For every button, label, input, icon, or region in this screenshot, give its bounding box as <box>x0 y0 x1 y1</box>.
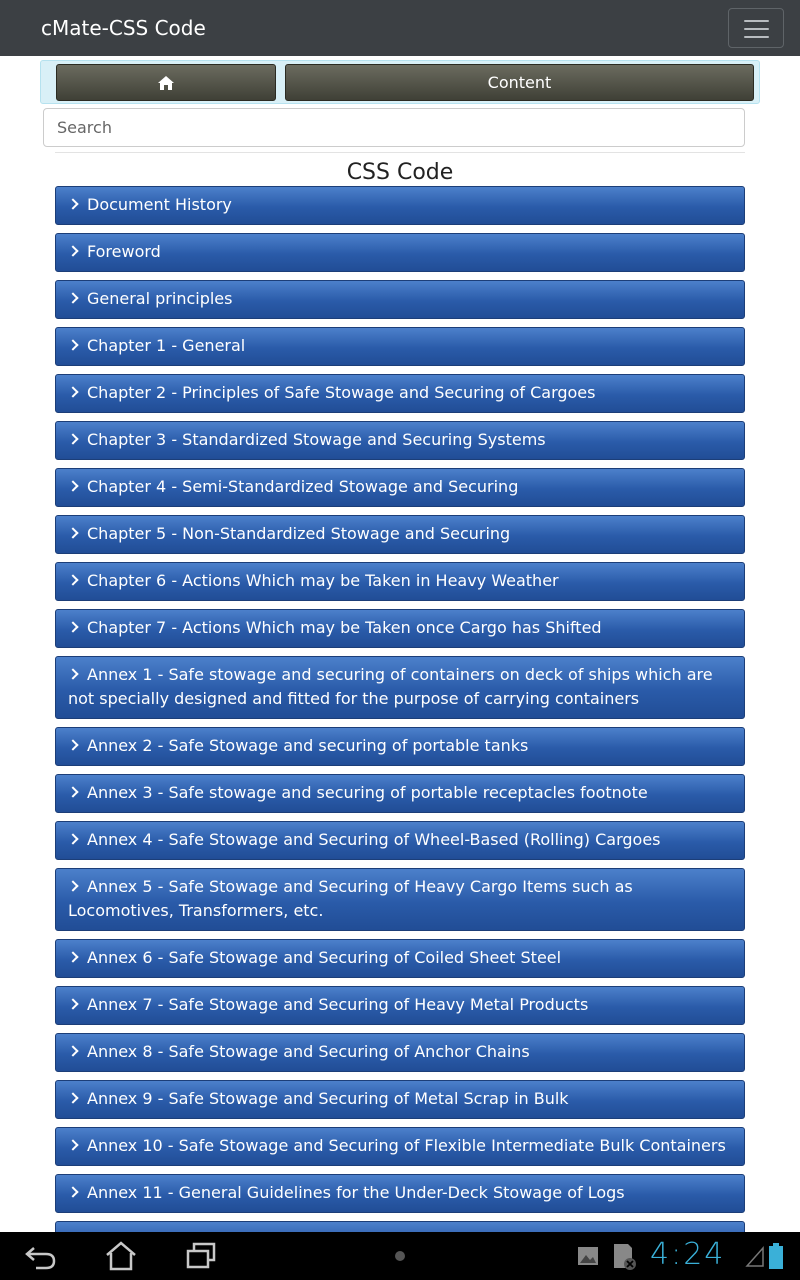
chevron-right-icon <box>67 480 78 491</box>
menu-icon-bar <box>744 28 769 30</box>
chevron-right-icon <box>67 339 78 350</box>
chevron-right-icon <box>67 1186 78 1197</box>
chevron-right-icon <box>67 198 78 209</box>
chevron-right-icon <box>67 245 78 256</box>
gallery-icon <box>576 1244 600 1268</box>
section-list-item-label: Annex 1 - Safe stowage and securing of containers on deck of ships which are not specially designed and fitted for the purpose of carrying containers <box>68 665 713 708</box>
section-list-item-label: Annex 11 - General Guidelines for the Under-Deck Stowage of Logs <box>87 1183 625 1202</box>
section-list-item[interactable] <box>55 562 745 601</box>
section-list-item-label: General principles <box>87 289 233 308</box>
section-list-item[interactable] <box>55 515 745 554</box>
chevron-right-icon <box>67 292 78 303</box>
system-navigation-bar <box>0 1232 800 1280</box>
section-list-item-label: Document History <box>87 195 232 214</box>
recent-apps-icon[interactable] <box>185 1242 219 1270</box>
section-list-item[interactable] <box>55 186 745 225</box>
sd-card-icon <box>610 1242 638 1272</box>
menu-toggle-button[interactable] <box>728 8 784 48</box>
section-list-item-label: Annex 6 - Safe Stowage and Securing of Coiled Sheet Steel <box>87 948 562 967</box>
toolbar <box>40 60 760 104</box>
section-list-item[interactable] <box>55 327 745 366</box>
section-list-item[interactable] <box>55 727 745 766</box>
chevron-right-icon <box>67 386 78 397</box>
section-list-item-label: Annex 3 - Safe stowage and securing of portable receptacles footnote <box>87 783 648 802</box>
section-list-item-label: Annex 9 - Safe Stowage and Securing of Metal Scrap in Bulk <box>87 1089 569 1108</box>
chevron-right-icon <box>67 951 78 962</box>
section-list <box>55 186 745 1268</box>
chevron-right-icon <box>67 998 78 1009</box>
section-list-item-label: Chapter 6 - Actions Which may be Taken in Heavy Weather <box>87 571 559 590</box>
section-list-item-label: Annex 7 - Safe Stowage and Securing of Heavy Metal Products <box>87 995 589 1014</box>
section-list-item[interactable] <box>55 468 745 507</box>
page-title: CSS Code <box>346 160 454 185</box>
chevron-right-icon <box>67 880 78 891</box>
signal-icon <box>745 1246 765 1268</box>
chevron-right-icon <box>67 574 78 585</box>
battery-icon <box>768 1242 784 1270</box>
section-list-item[interactable] <box>55 280 745 319</box>
section-list-item-label: Annex 10 - Safe Stowage and Securing of Flexible Intermediate Bulk Containers <box>87 1136 726 1155</box>
content-button[interactable]: Content <box>285 64 754 101</box>
section-list-item-label: Annex 4 - Safe Stowage and Securing of Wheel-Based (Rolling) Cargoes <box>87 830 661 849</box>
menu-dot-icon <box>395 1251 405 1261</box>
section-list-item[interactable] <box>55 939 745 978</box>
section-list-item[interactable] <box>55 421 745 460</box>
divider <box>55 152 745 153</box>
back-icon[interactable] <box>24 1244 58 1270</box>
section-list-item[interactable] <box>55 1174 745 1213</box>
menu-icon <box>744 20 769 22</box>
menu-icon-bar <box>744 36 769 38</box>
app-title[interactable]: cMate-CSS Code <box>41 16 206 40</box>
chevron-right-icon <box>67 786 78 797</box>
home-icon <box>157 75 175 91</box>
section-list-item[interactable] <box>55 609 745 648</box>
section-list-item[interactable] <box>55 821 745 860</box>
section-list-item-label: Chapter 1 - General <box>87 336 246 355</box>
chevron-right-icon <box>67 433 78 444</box>
section-list-item[interactable] <box>55 774 745 813</box>
section-list-item-label: Annex 5 - Safe Stowage and Securing of Heavy Cargo Items such as Locomotives, Transformers, etc. <box>68 877 633 920</box>
section-list-item-label: Chapter 4 - Semi-Standardized Stowage and Securing <box>87 477 519 496</box>
section-list-item[interactable] <box>55 1127 745 1166</box>
section-list-item-label: Chapter 5 - Non-Standardized Stowage and Securing <box>87 524 511 543</box>
chevron-right-icon <box>67 833 78 844</box>
chevron-right-icon <box>67 1092 78 1103</box>
section-list-item-label: Chapter 3 - Standardized Stowage and Securing Systems <box>87 430 546 449</box>
section-list-item-label: Chapter 2 - Principles of Safe Stowage and Securing of Cargoes <box>87 383 596 402</box>
section-list-item-label: Annex 2 - Safe Stowage and securing of portable tanks <box>87 736 529 755</box>
chevron-right-icon <box>67 1045 78 1056</box>
app-navbar <box>0 0 800 56</box>
clock: 4:24 <box>650 1237 726 1272</box>
section-list-item-label: Chapter 7 - Actions Which may be Taken once Cargo has Shifted <box>87 618 602 637</box>
section-list-item[interactable] <box>55 374 745 413</box>
home-button[interactable] <box>56 64 276 101</box>
section-list-item[interactable] <box>55 868 745 931</box>
section-list-item[interactable] <box>55 1080 745 1119</box>
section-list-item-label: Foreword <box>87 242 161 261</box>
section-list-item[interactable] <box>55 1033 745 1072</box>
chevron-right-icon <box>67 668 78 679</box>
search-input[interactable] <box>43 108 745 147</box>
section-list-item[interactable] <box>55 656 745 719</box>
section-list-item-label: Annex 8 - Safe Stowage and Securing of Anchor Chains <box>87 1042 530 1061</box>
chevron-right-icon <box>67 621 78 632</box>
home-nav-icon[interactable] <box>104 1241 138 1271</box>
chevron-right-icon <box>67 739 78 750</box>
section-list-item[interactable] <box>55 233 745 272</box>
section-list-item[interactable] <box>55 986 745 1025</box>
chevron-right-icon <box>67 527 78 538</box>
chevron-right-icon <box>67 1139 78 1150</box>
